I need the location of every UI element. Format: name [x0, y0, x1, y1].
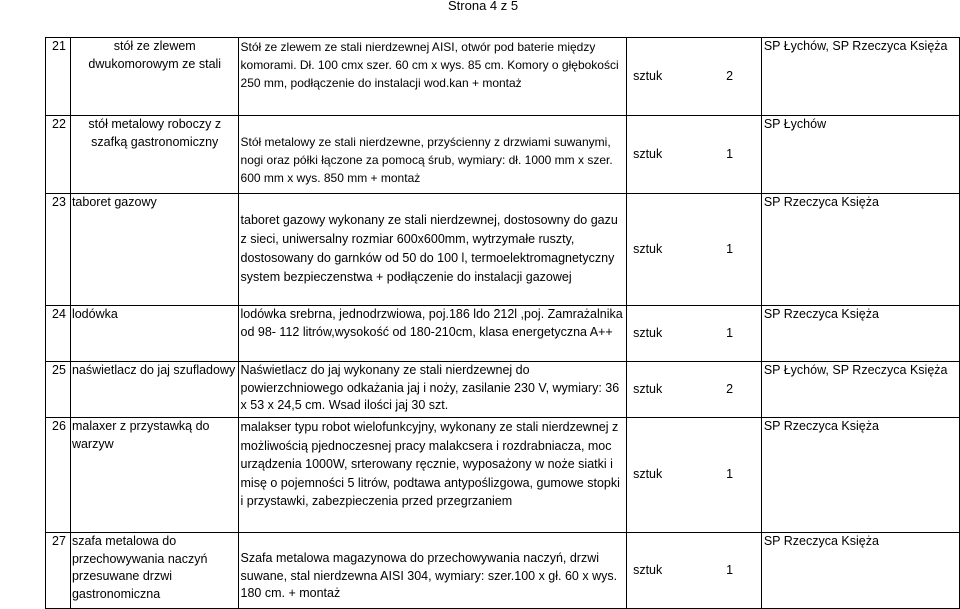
table-row — [46, 533, 960, 609]
unit-qty-cell — [627, 38, 762, 116]
item-unit: sztuk — [633, 68, 663, 83]
row-number: 23 — [46, 194, 71, 306]
row-number: 22 — [46, 116, 71, 194]
item-location: SP Rzeczyca Księża — [761, 533, 959, 609]
row-number: 24 — [46, 306, 71, 362]
item-description: lodówka srebrna, jednodrzwiowa, poj.186 ldo 212l ,poj. Zamrażalnika od 98- 112 litrów,wysokość od 180-210cm, klasa energetyczna A++ — [238, 306, 627, 362]
table-row — [46, 418, 960, 533]
item-location: SP Łychów, SP Rzeczyca Księża — [761, 38, 959, 116]
page-number: Strona 4 z 5 — [448, 0, 519, 13]
item-description: Stół ze zlewem ze stali nierdzewnej AISI, otwór pod baterie między komorami. Dł. 100 cmx szer. 60 cm x wys. 85 cm. Komory o głębokości 250 mm, podłączenie do instalacji wod.kan + montaż — [238, 38, 627, 116]
item-qty: 1 — [726, 467, 734, 482]
item-name: stół ze zlewem dwukomorowym ze stali — [70, 38, 238, 116]
unit-qty-cell — [627, 116, 762, 194]
item-name: taboret gazowy — [70, 194, 238, 306]
item-unit: sztuk — [633, 325, 663, 340]
item-qty: 2 — [726, 68, 734, 83]
item-unit: sztuk — [633, 467, 663, 482]
item-description: malakser typu robot wielofunkcyjny, wykonany ze stali nierdzewnej z możliwością pjednoczesnej pracy malakcsera i rozdrabniacza, moc urządzenia 1000W, srterowany ręcznie, wyposażony w noże siatki i misę o pojemności 5 litrów, podtawa antypoślizgowa, gumowe stopki i przystawki, zabezpieczenia przed przegrzaniem — [238, 418, 627, 533]
item-description: taboret gazowy wykonany ze stali nierdzewnej, dostosowny do gazu z sieci, uniwersalny rozmiar 600x600mm, wytrzymałe ruszty, dostosowany do garnków od 50 do 100 l, termoelektromagnetyczny system bezpieczenstwa + podłączenie do instalacji gazowej — [238, 194, 627, 306]
item-location: SP Rzeczyca Księża — [761, 306, 959, 362]
table-row — [46, 306, 960, 362]
row-number: 25 — [46, 362, 71, 418]
unit-qty-cell — [627, 306, 762, 362]
unit-qty-cell — [627, 194, 762, 306]
item-name: szafa metalowa do przechowywania naczyń przesuwane drzwi gastronomiczna — [70, 533, 238, 609]
items-table — [45, 37, 960, 609]
row-number: 27 — [46, 533, 71, 609]
item-description: Szafa metalowa magazynowa do przechowywania naczyń, drzwi suwane, stal nierdzewna AISI 304, wymiary: szer.100 x gł. 60 x wys. 180 cm. + montaż — [238, 533, 627, 609]
item-description: Naświetlacz do jaj wykonany ze stali nierdzewnej do powierzchniowego odkażania jaj i noży, zasilanie 230 V, wymiary: 36 x 53 x 24,5 cm. Wsad ilości jaj 30 szt. — [238, 362, 627, 418]
item-unit: sztuk — [633, 381, 663, 396]
item-name: stół metalowy roboczy z szafką gastronomiczny — [70, 116, 238, 194]
item-qty: 1 — [726, 241, 734, 256]
item-qty: 1 — [726, 562, 734, 577]
item-location: SP Rzeczyca Księża — [761, 418, 959, 533]
table-row — [46, 116, 960, 194]
item-name: malaxer z przystawką do warzyw — [70, 418, 238, 533]
table-row — [46, 362, 960, 418]
item-unit: sztuk — [633, 146, 663, 161]
item-unit: sztuk — [633, 562, 663, 577]
item-name: lodówka — [70, 306, 238, 362]
item-qty: 1 — [726, 146, 734, 161]
unit-qty-cell — [627, 418, 762, 533]
item-location: SP Łychów — [761, 116, 959, 194]
unit-qty-cell — [627, 533, 762, 609]
table-row — [46, 38, 960, 116]
page-header — [0, 0, 960, 36]
item-qty: 2 — [726, 381, 734, 396]
table-row — [46, 194, 960, 306]
item-location: SP Łychów, SP Rzeczyca Księża — [761, 362, 959, 418]
item-qty: 1 — [726, 325, 734, 340]
item-location: SP Rzeczyca Księża — [761, 194, 959, 306]
item-unit: sztuk — [633, 241, 663, 256]
unit-qty-cell — [627, 362, 762, 418]
row-number: 21 — [46, 38, 71, 116]
item-name: naświetlacz do jaj szufladowy — [70, 362, 238, 418]
item-description: Stół metalowy ze stali nierdzewne, przyścienny z drzwiami suwanymi, nogi oraz półki łączone za pomocą śrub, wymiary: dł. 1000 mm x szer. 600 mm x wys. 850 mm + montaż — [238, 116, 627, 194]
row-number: 26 — [46, 418, 71, 533]
